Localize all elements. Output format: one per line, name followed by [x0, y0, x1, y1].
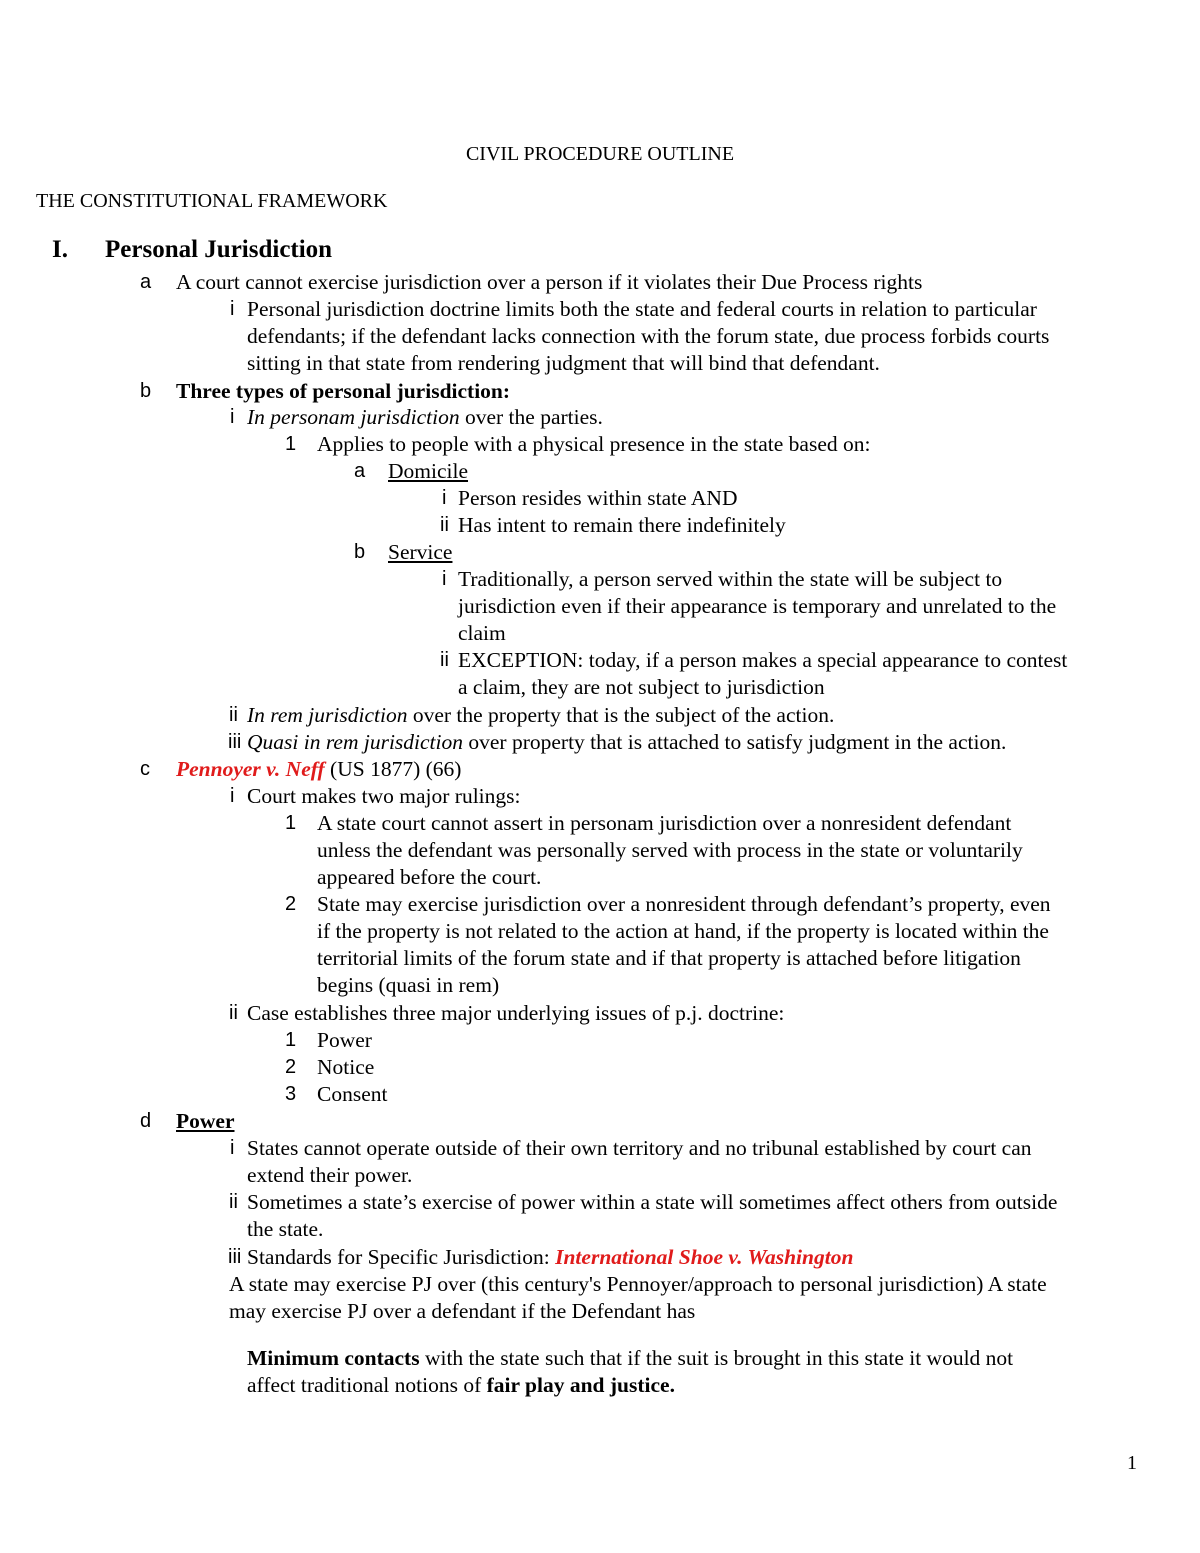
in-personam-rest: over the parties.: [459, 405, 603, 429]
ruling-2-line3: territorial limits of the forum state and if that property is attached before litigation: [317, 946, 1021, 970]
marker-service: b: [354, 541, 366, 563]
paragraph-line1: A state may exercise PJ over (this century's Pennoyer/approach to personal jurisdiction) A state: [229, 1272, 1047, 1296]
marker-domicile-i: i: [442, 487, 447, 509]
item-c: [176, 756, 461, 783]
marker-d-iii: iii: [228, 1246, 242, 1268]
item-b-i: [247, 404, 603, 431]
paragraph-line2: may exercise PJ over a defendant if the Defendant has: [229, 1299, 696, 1323]
service-i-line1: Traditionally, a person served within the state will be subject to: [458, 567, 1003, 591]
ruling-1-line2: unless the defendant was personally served with process in the state or voluntarily: [317, 838, 1023, 862]
item-b: Three types of personal jurisdiction:: [176, 379, 511, 403]
marker-ruling-2: 2: [285, 893, 297, 915]
in-rem-rest: over the property that is the subject of the action.: [407, 703, 835, 727]
issue-notice: Notice: [317, 1055, 375, 1079]
service-label: Service: [388, 540, 453, 564]
item-d-iii: [247, 1244, 853, 1271]
service-i-line2: jurisdiction even if their appearance is temporary and unrelated to the: [458, 594, 1057, 618]
case-international-shoe: International Shoe v. Washington: [555, 1245, 854, 1269]
marker-c-ii: ii: [229, 1002, 238, 1024]
item-d-ii-line2: the state.: [247, 1217, 324, 1241]
item-d-ii-line1: Sometimes a state’s exercise of power within a state will sometimes affect others from outside: [247, 1190, 1058, 1214]
service-i-line3: claim: [458, 621, 506, 645]
marker-a-i: i: [230, 298, 235, 320]
issue-consent: Consent: [317, 1082, 388, 1106]
marker-d: d: [140, 1110, 152, 1132]
service-ii-line1: EXCEPTION: today, if a person makes a special appearance to contest: [458, 648, 1068, 672]
minimum-contacts-term: Minimum contacts: [247, 1346, 420, 1370]
item-b-i-1: Applies to people with a physical presence in the state based on:: [317, 432, 871, 456]
item-b-ii: [247, 702, 834, 729]
minimum-contacts-line2: [247, 1372, 675, 1399]
issue-power: Power: [317, 1028, 372, 1052]
marker-a: a: [140, 271, 152, 293]
case-pennoyer: Pennoyer v. Neff: [176, 757, 325, 781]
item-a: A court cannot exercise jurisdiction over a person if it violates their Due Process rights: [176, 270, 923, 294]
item-b-iii: [247, 729, 1006, 756]
item-c-i: Court makes two major rulings:: [247, 784, 521, 808]
specific-jurisdiction-label: Standards for Specific Jurisdiction:: [247, 1245, 556, 1269]
marker-d-ii: ii: [229, 1191, 238, 1213]
domicile-i: Person resides within state AND: [458, 486, 738, 510]
section-title: THE CONSTITUTIONAL FRAMEWORK: [36, 190, 388, 212]
marker-ruling-1: 1: [285, 812, 297, 834]
in-rem-term: In rem jurisdiction: [247, 703, 408, 727]
minimum-contacts-line1: [247, 1345, 1013, 1372]
quasi-in-rem-term: Quasi in rem jurisdiction: [247, 730, 463, 754]
marker-service-i: i: [442, 568, 447, 590]
domicile-label: Domicile: [388, 459, 469, 483]
heading-number: I.: [52, 236, 68, 263]
marker-b-i-1: 1: [285, 433, 297, 455]
marker-service-ii: ii: [440, 649, 449, 671]
ruling-2-line1: State may exercise jurisdiction over a nonresident through defendant’s property, even: [317, 892, 1051, 916]
ruling-2-line2: if the property is not related to the action at hand, if the property is located within the: [317, 919, 1049, 943]
marker-domicile-ii: ii: [440, 514, 449, 536]
marker-b-iii: iii: [228, 731, 242, 753]
quasi-in-rem-rest: over property that is attached to satisfy judgment in the action.: [463, 730, 1007, 754]
document-title: CIVIL PROCEDURE OUTLINE: [465, 143, 735, 165]
marker-issue-2: 2: [285, 1056, 297, 1078]
item-d-i-line1: States cannot operate outside of their own territory and no tribunal established by court can: [247, 1136, 1032, 1160]
page-number: 1: [1127, 1452, 1137, 1474]
item-a-i-line1: Personal jurisdiction doctrine limits both the state and federal courts in relation to particular: [247, 297, 1037, 321]
item-d: Power: [176, 1109, 235, 1133]
ruling-2-line4: begins (quasi in rem): [317, 973, 500, 997]
fair-play-pre: affect traditional notions of: [247, 1373, 487, 1397]
marker-b-ii: ii: [229, 704, 238, 726]
heading-text: Personal Jurisdiction: [105, 236, 333, 263]
marker-issue-1: 1: [285, 1029, 297, 1051]
marker-c: c: [140, 758, 150, 780]
marker-b: b: [140, 380, 152, 402]
minimum-contacts-rest: with the state such that if the suit is brought in this state it would not: [419, 1346, 1014, 1370]
marker-b-i: i: [230, 406, 235, 428]
item-c-ii: Case establishes three major underlying issues of p.j. doctrine:: [247, 1001, 785, 1025]
item-a-i-line3: sitting in that state from rendering judgment that will bind that defendant.: [247, 351, 880, 375]
ruling-1-line3: appeared before the court.: [317, 865, 542, 889]
item-a-i-line2: defendants; if the defendant lacks connection with the forum state, due process forbids courts: [247, 324, 1050, 348]
marker-issue-3: 3: [285, 1083, 297, 1105]
service-ii-line2: a claim, they are not subject to jurisdiction: [458, 675, 825, 699]
ruling-1-line1: A state court cannot assert in personam jurisdiction over a nonresident defendant: [317, 811, 1012, 835]
in-personam-term: In personam jurisdiction: [247, 405, 460, 429]
domicile-ii: Has intent to remain there indefinitely: [458, 513, 786, 537]
item-d-i-line2: extend their power.: [247, 1163, 413, 1187]
marker-d-i: i: [230, 1137, 235, 1159]
case-pennoyer-cite: (US 1877) (66): [324, 757, 462, 781]
marker-domicile: a: [354, 460, 366, 482]
fair-play-term: fair play and justice.: [486, 1373, 675, 1397]
marker-c-i: i: [230, 785, 235, 807]
